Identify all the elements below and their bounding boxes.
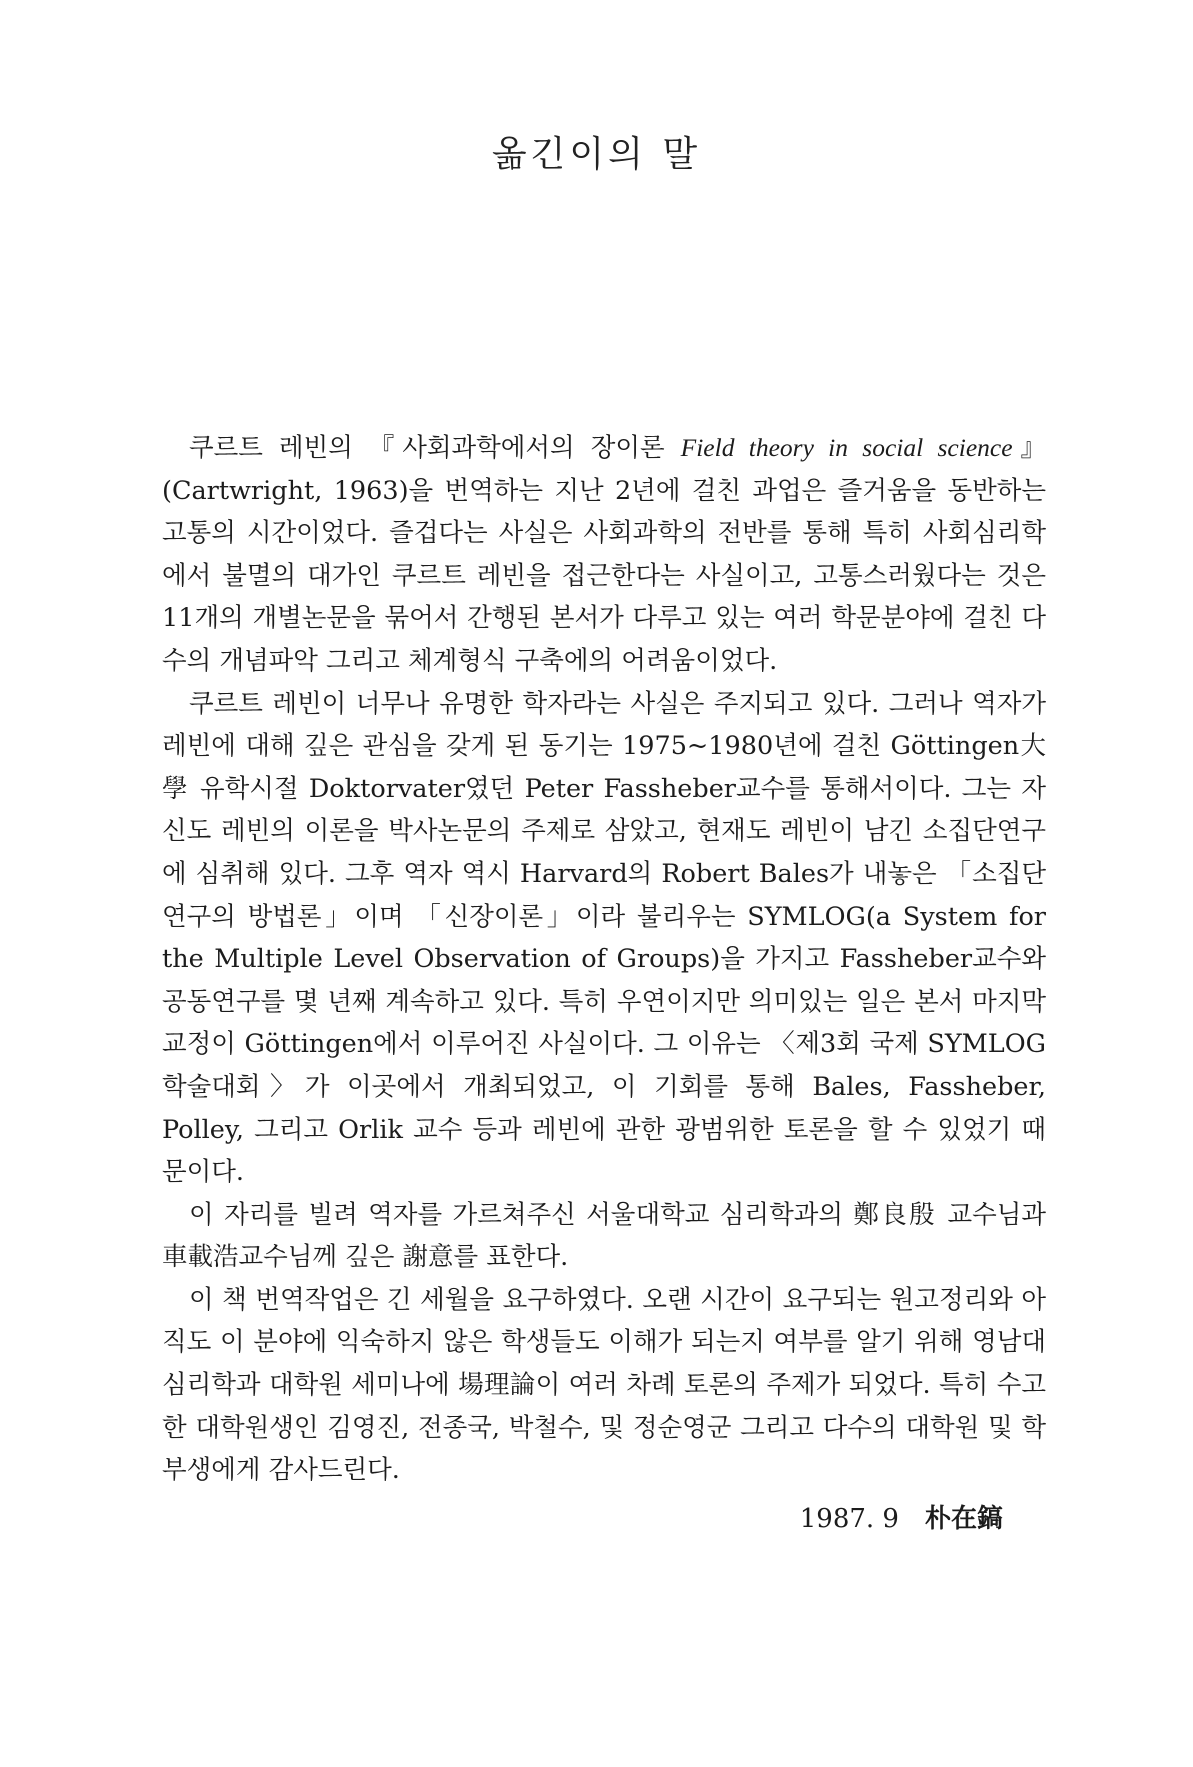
translator-preface-body	[162, 427, 1046, 1492]
paragraph-1	[162, 427, 1046, 683]
page-title: 옮긴이의 말	[491, 134, 702, 175]
paragraph-1-rest: 』 (Cartwright, 1963)을 번역하는 지난 2년에 걸친 과업은 즐거움을 동반하는 고통의 시간이었다. 즐겁다는 사실은 사회과학의 전반를 통해 특히 사회심리학에서 불멸의 대가인 쿠르트 레빈을 접근한다는 사실이고, 고통스러웠다는 것은 11개의 개별논문을 묶어서 간행된 본서가 다루고 있는 여러 학문분야에 걸친 다수의 개념파악 그리고 체계형식 구축에의 어려움이었다.	[162, 433, 1046, 676]
paragraph-2: 쿠르트 레빈이 너무나 유명한 학자라는 사실은 주지되고 있다. 그러나 역자가 레빈에 대해 깊은 관심을 갖게 된 동기는 1975~1980년에 걸친 Göttingen大學 유학시절 Doktorvater였던 Peter Fassheber교수를 통해서이다. 그는 자신도 레빈의 이론을 박사논문의 주제로 삼았고, 현재도 레빈이 남긴 소집단연구에 심취해 있다. 그후 역자 역시 Harvard의 Robert Bales가 내놓은 「소집단연구의 방법론」이며 「신장이론」이라 불리우는 SYMLOG(a System for the Multiple Level Observation of Groups)을 가지고 Fassheber교수와 공동연구를 몇 년째 계속하고 있다. 특히 우연이지만 의미있는 일은 본서 마지막 교정이 Göttingen에서 이루어진 사실이다. 그 이유는 〈제3회 국제 SYMLOG 학술대회〉가 이곳에서 개최되었고, 이 기회를 통해 Bales, Fassheber, Polley, 그리고 Orlik 교수 등과 레빈에 관한 광범위한 토론을 할 수 있었기 때문이다.	[162, 688, 1046, 1188]
signature-line	[800, 1498, 1003, 1535]
paragraph-4: 이 책 번역작업은 긴 세월을 요구하였다. 오랜 시간이 요구되는 원고정리와 아직도 이 분야에 익숙하지 않은 학생들도 이해가 되는지 여부를 알기 위해 영남대 심리학과 대학원 세미나에 場理論이 여러 차례 토론의 주제가 되었다. 특히 수고한 대학원생인 김영진, 전종국, 박철수, 및 정순영군 그리고 다수의 대학원 및 학부생에게 감사드린다.	[162, 1284, 1046, 1486]
book-title-english: Field theory in social science	[680, 433, 1013, 462]
paragraph-3: 이 자리를 빌려 역자를 가르쳐주신 서울대학교 심리학과의 鄭良殷 교수님과 車載浩교수님께 깊은 謝意를 표한다.	[162, 1199, 1046, 1273]
signature-name: 朴在鎬	[924, 1504, 1003, 1534]
paragraph-1-intro: 쿠르트 레빈의 『사회과학에서의 장이론	[189, 433, 681, 463]
signature-date: 1987. 9	[799, 1504, 899, 1534]
